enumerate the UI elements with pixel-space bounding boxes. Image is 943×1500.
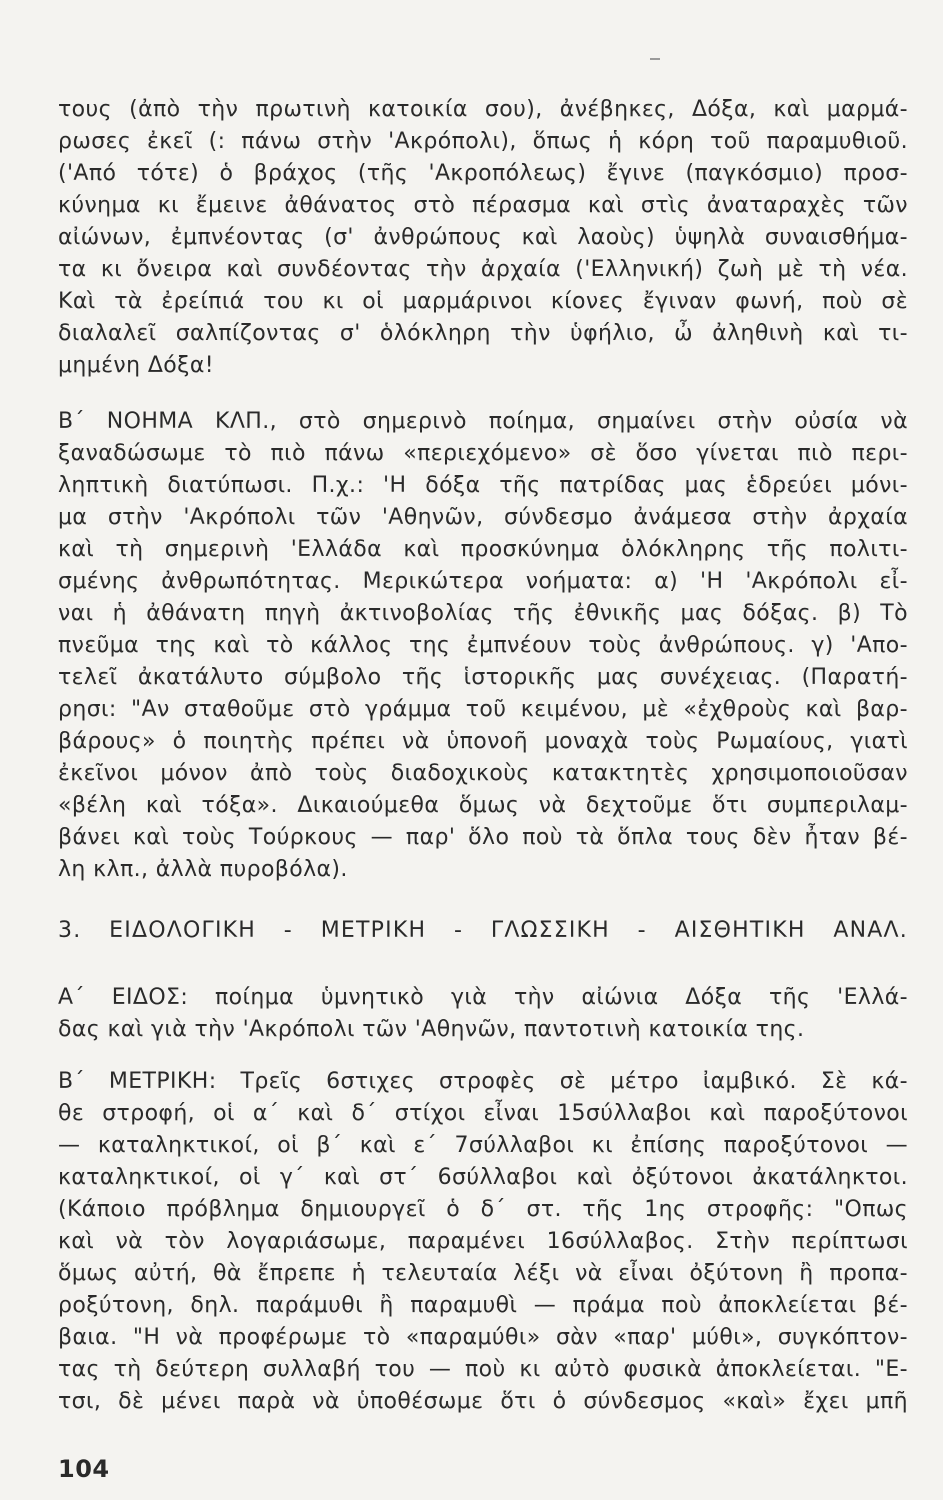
text-line: μημένη Δόξα! xyxy=(58,353,214,378)
section-heading: 3. ΕΙΔΟΛΟΓΙΚΗ - ΜΕΤΡΙΚΗ - ΓΛΩΣΣΙΚΗ - ΑΙΣΘΗΤΙΚΗ ΑΝΑΛ. xyxy=(58,918,908,943)
text-line: ξαναδώσωμε τὸ πιὸ πάνω «περιεχόμενο» σὲ ὅσο γίνεται πιὸ περι- xyxy=(58,441,908,466)
text-line: ὅμως αὐτή, θὰ ἔπρεπε ἡ τελευταία λέξι νὰ εἶναι ὀξύτονη ἢ προπα- xyxy=(58,1261,908,1286)
text-line: ρωσες ἐκεῖ (: πάνω στὴν 'Ακρόπολι), ὅπως ἡ κόρη τοῦ παραμυθιοῦ. xyxy=(58,129,908,154)
text-line: βάνει καὶ τοὺς Τούρκους — παρ' ὅλο ποὺ τὰ ὅπλα τους δὲν ἦταν βέ- xyxy=(58,825,908,850)
text-line: αἰώνων, ἐμπνέοντας (σ' ἀνθρώπους καὶ λαοὺς) ὑψηλὰ συναισθήμα- xyxy=(58,225,908,250)
text-line: καταληκτικοί, οἱ γ΄ καὶ στ΄ 6σύλλαβοι καὶ ὀξύτονοι ἀκατάληκτοι. xyxy=(58,1165,908,1190)
text-line: κύνημα κι ἔμεινε ἀθάνατος στὸ πέρασμα καὶ στὶς ἀναταραχὲς τῶν xyxy=(58,193,908,218)
text-line: θε στροφή, οἱ α΄ καὶ δ΄ στίχοι εἶναι 15σύλλαβοι καὶ παροξύτονοι xyxy=(58,1101,908,1126)
text-line: καὶ νὰ τὸν λογαριάσωμε, παραμένει 16σύλλαβος. Στὴν περίπτωσι xyxy=(58,1229,908,1254)
paragraph-genre xyxy=(58,982,908,1046)
text-line: ἐκεῖνοι μόνον ἀπὸ τοὺς διαδοχικοὺς κατακτητὲς χρησιμοποιοῦσαν xyxy=(58,761,908,786)
text-line: ρησι: "Αν σταθοῦμε στὸ γράμμα τοῦ κειμένου, μὲ «ἐχθροὺς καὶ βαρ- xyxy=(58,697,908,722)
text-line: Καὶ τὰ ἐρείπιά του κι οἱ μαρμάρινοι κίονες ἔγιναν φωνή, ποὺ σὲ xyxy=(58,289,908,314)
text-line: βαια. "Η νὰ προφέρωμε τὸ «παραμύθι» σὰν «παρ' μύθι», συγκόπτον- xyxy=(58,1325,908,1350)
text-line: τους (ἀπὸ τὴν πρωτινὴ κατοικία σου), ἀνέβηκες, Δόξα, καὶ μαρμά- xyxy=(58,97,908,122)
text-line: Α΄ ΕΙΔΟΣ: ποίημα ὑμνητικὸ γιὰ τὴν αἰώνια Δόξα τῆς 'Ελλά- xyxy=(58,985,908,1010)
page-speck xyxy=(650,58,660,60)
text-line: καὶ τὴ σημερινὴ 'Ελλάδα καὶ προσκύνημα ὁλόκληρης τῆς πολιτι- xyxy=(58,537,908,562)
text-line: ναι ἡ ἀθάνατη πηγὴ ἀκτινοβολίας τῆς ἐθνικῆς μας δόξας. β) Τὸ xyxy=(58,601,908,626)
text-line: τσι, δὲ μένει παρὰ νὰ ὑποθέσωμε ὅτι ὁ σύνδεσμος «καὶ» ἔχει μπῆ xyxy=(58,1389,908,1414)
text-line: λη κλπ., ἀλλὰ πυροβόλα). xyxy=(58,857,348,882)
text-line: τας τὴ δεύτερη συλλαβή του — ποὺ κι αὐτὸ φυσικὰ ἀποκλείεται. "Ε- xyxy=(58,1357,908,1382)
page-number: 104 xyxy=(58,1455,110,1483)
text-line: πνεῦμα της καὶ τὸ κάλλος της ἐμπνέουν τοὺς ἀνθρώπους. γ) 'Απο- xyxy=(58,633,908,658)
text-line: «βέλη καὶ τόξα». Δικαιούμεθα ὅμως νὰ δεχτοῦμε ὅτι συμπεριλαμ- xyxy=(58,793,908,818)
text-line: δας καὶ γιὰ τὴν 'Ακρόπολι τῶν 'Αθηνῶν, παντοτινὴ κατοικία της. xyxy=(58,1017,805,1042)
text-line: μα στὴν 'Ακρόπολι τῶν 'Αθηνῶν, σύνδεσμο ἀνάμεσα στὴν ἀρχαία xyxy=(58,505,908,530)
text-line: Β΄ ΝΟΗΜΑ ΚΛΠ., στὸ σημερινὸ ποίημα, σημαίνει στὴν οὐσία νὰ xyxy=(58,409,908,434)
paragraph-glory-acropolis xyxy=(58,94,908,382)
text-line: τα κι ὄνειρα καὶ συνδέοντας τὴν ἀρχαία ('Ελληνική) ζωὴ μὲ τὴ νέα. xyxy=(58,257,908,282)
text-line: διαλαλεῖ σαλπίζοντας σ' ὁλόκληρη τὴν ὑφήλιο, ὦ ἀληθινὴ καὶ τι- xyxy=(58,321,908,346)
paragraph-metrics xyxy=(58,1066,908,1418)
text-line: σμένης ἀνθρωπότητας. Μερικώτερα νοήματα: α) 'Η 'Ακρόπολι εἶ- xyxy=(58,569,908,594)
text-line: ('Από τότε) ὁ βράχος (τῆς 'Ακροπόλεως) ἔγινε (παγκόσμιο) προσ- xyxy=(58,161,908,186)
text-line: Β΄ ΜΕΤΡΙΚΗ: Τρεῖς 6στιχες στροφὲς σὲ μέτρο ἰαμβικό. Σὲ κά- xyxy=(58,1069,908,1094)
paragraph-meaning xyxy=(58,406,908,886)
text-line: τελεῖ ἀκατάλυτο σύμβολο τῆς ἱστορικῆς μας συνέχειας. (Παρατή- xyxy=(58,665,908,690)
text-line: ροξύτονη, δηλ. παράμυθι ἢ παραμυθὶ — πράμα ποὺ ἀποκλείεται βέ- xyxy=(58,1293,908,1318)
text-line: (Κάποιο πρόβλημα δημιουργεῖ ὁ δ΄ στ. τῆς 1ης στροφῆς: "Οπως xyxy=(58,1197,908,1222)
text-line: — καταληκτικοί, οἱ β΄ καὶ ε΄ 7σύλλαβοι κι ἐπίσης παροξύτονοι — xyxy=(58,1133,908,1158)
text-line: βάρους» ὁ ποιητὴς πρέπει νὰ ὑπονοῆ μοναχὰ τοὺς Ρωμαίους, γιατὶ xyxy=(58,729,908,754)
text-line: ληπτικὴ διατύπωσι. Π.χ.: 'Η δόξα τῆς πατρίδας μας ἑδρεύει μόνι- xyxy=(58,473,908,498)
